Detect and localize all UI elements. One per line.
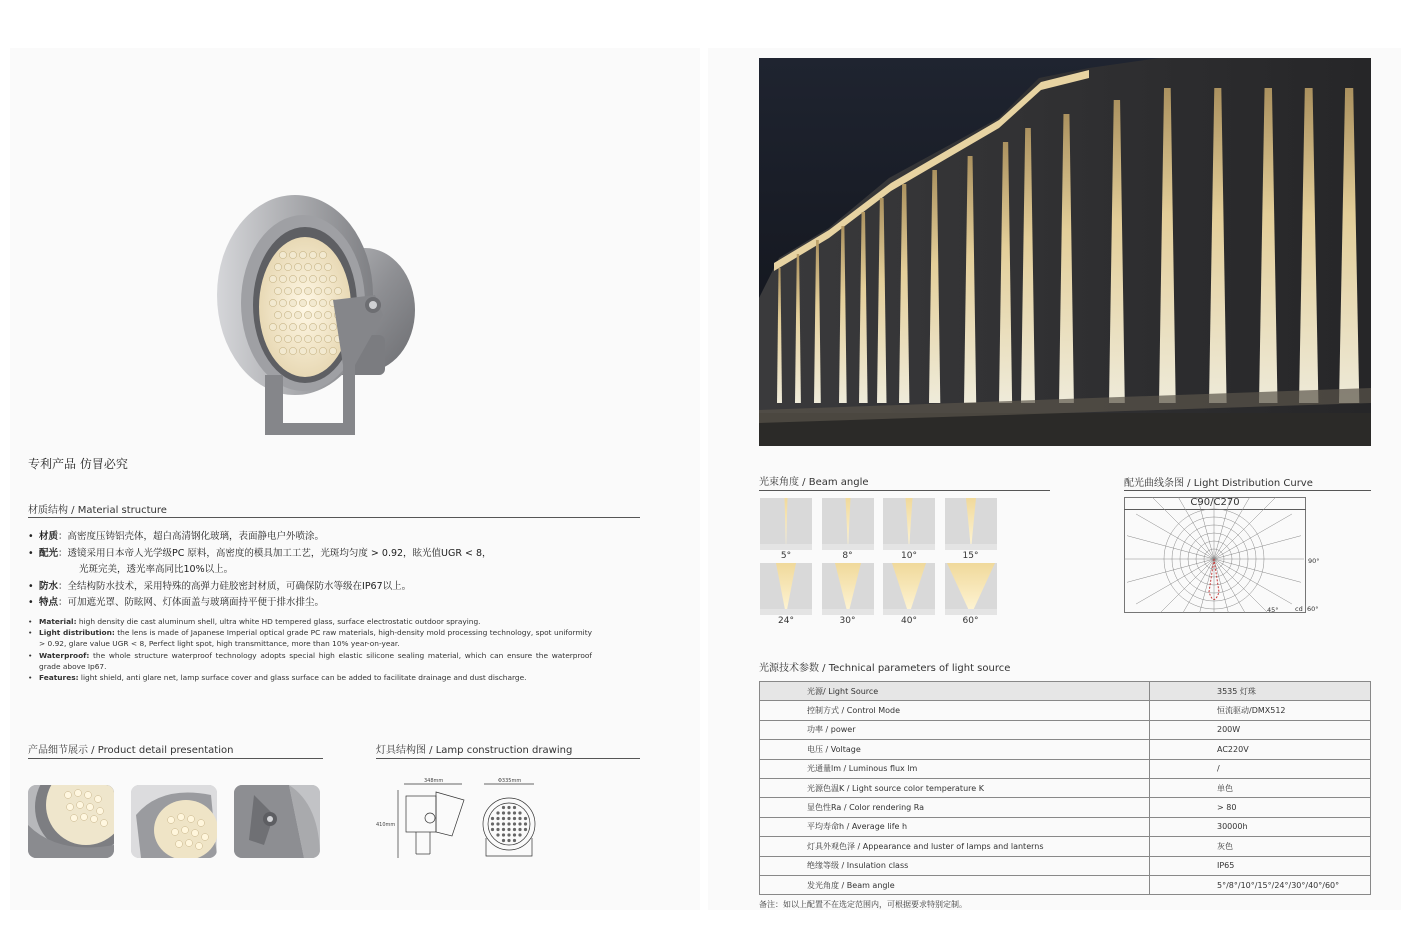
spec-param: 控制方式 / Control Mode xyxy=(760,701,1150,720)
spec-value: 200W xyxy=(1150,720,1371,739)
spec-row xyxy=(760,701,1371,720)
beam-swatch xyxy=(760,498,812,550)
cn-item: • 防水：全结构防水技术，采用特殊的高弹力硅胶密封材质，可确保防水等级在IP67以上。 xyxy=(28,579,628,596)
curve-rule xyxy=(1124,490,1371,491)
spec-table xyxy=(759,681,1371,895)
spec-value: 单色 xyxy=(1150,778,1371,797)
spec-value: > 80 xyxy=(1150,798,1371,817)
spec-value: 恒流驱动/DMX512 xyxy=(1150,701,1371,720)
drawing-height-label: 410mm xyxy=(376,822,396,828)
detail-thumbnail-hood xyxy=(131,785,217,858)
light-distribution-curve xyxy=(1124,497,1320,614)
beam-rule xyxy=(759,490,1050,491)
table-title: 光源技术参数 / Technical parameters of light source xyxy=(759,663,1011,674)
cn-item: • 配光：透镜采用日本帝人光学级PC 原料，高密度的模具加工工艺，光斑均匀度 > 0.92，眩光值UGR < 8， xyxy=(28,546,628,563)
spec-param: 功率 / power xyxy=(760,720,1150,739)
curve-mark-45: 45° xyxy=(1267,606,1279,614)
beam-angle-label: 8° xyxy=(842,551,853,561)
beam-swatch xyxy=(822,498,874,550)
beam-title: 光束角度 / Beam angle xyxy=(759,477,869,488)
en-item: • Features: light shield, anti glare net, lamp surface cover and glass surface can be added to facilitate drainage and dust discharge. xyxy=(28,672,592,683)
cn-item: • 特点：可加遮光罩、防眩网、灯体面盖与玻璃面持平便于排水排尘。 xyxy=(28,595,628,612)
beam-angle-label: 5° xyxy=(780,551,792,561)
beam-angle-label: 60° xyxy=(962,616,979,626)
detail-thumbnail-led-face xyxy=(28,785,114,858)
drawing-diameter-label: Φ335mm xyxy=(498,778,522,784)
curve-mark-cd: cd xyxy=(1295,605,1303,613)
beam-swatch xyxy=(883,498,935,550)
left-page xyxy=(10,48,700,910)
spec-param: 光源/ Light Source xyxy=(760,682,1150,701)
floodlight-product-image xyxy=(205,185,425,450)
beam-angle-label: 24° xyxy=(778,616,794,626)
curve-mark-90: 90° xyxy=(1308,557,1320,565)
en-item: • Waterproof: the whole structure waterproof technology adopts special high elastic silicone sealing material, which can ensure the waterproof grade above Ip67. xyxy=(28,650,592,672)
material-title: 材质结构 / Material structure xyxy=(28,505,167,516)
spec-row xyxy=(760,817,1371,836)
spec-param: 绝缘等级 / Insulation class xyxy=(760,856,1150,875)
spec-row xyxy=(760,759,1371,778)
spec-value: 灰色 xyxy=(1150,837,1371,856)
beam-swatch xyxy=(760,563,812,615)
spec-row xyxy=(760,720,1371,739)
drawing-width-label: 348mm xyxy=(424,778,444,784)
spec-value: AC220V xyxy=(1150,740,1371,759)
beam-swatch xyxy=(883,563,935,615)
spec-row xyxy=(760,740,1371,759)
beam-angle-label: 10° xyxy=(901,551,917,561)
spec-value: 3535 灯珠 xyxy=(1150,682,1371,701)
spec-param: 光通量lm / Luminous flux lm xyxy=(760,759,1150,778)
spec-value: 5°/8°/10°/15°/24°/30°/40°/60° xyxy=(1150,875,1371,894)
spec-param: 灯具外观色泽 / Appearance and luster of lamps and lanterns xyxy=(760,837,1150,856)
building-night-photo xyxy=(759,58,1371,446)
spec-value: / xyxy=(1150,759,1371,778)
spec-value: IP65 xyxy=(1150,856,1371,875)
beam-swatch xyxy=(945,563,997,615)
curve-title: 配光曲线条图 / Light Distribution Curve xyxy=(1124,478,1313,489)
material-rule xyxy=(28,517,640,518)
drawing-rule xyxy=(376,758,640,759)
spec-row xyxy=(760,778,1371,797)
spec-row xyxy=(760,856,1371,875)
spec-param: 光源色温K / Light source color temperature K xyxy=(760,778,1150,797)
spec-value: 30000h xyxy=(1150,817,1371,836)
construction-drawing xyxy=(376,778,556,860)
spec-param: 发光角度 / Beam angle xyxy=(760,875,1150,894)
drawing-title: 灯具结构图 / Lamp construction drawing xyxy=(376,745,573,756)
en-item: • Material: high density die cast aluminum shell, ultra white HD tempered glass, surface electrostatic outdoor spraying. xyxy=(28,616,592,627)
spec-param: 显色性Ra / Color rendering Ra xyxy=(760,798,1150,817)
tagline: 专利产品 仿冒必究 xyxy=(28,457,128,471)
beam-angle-label: 15° xyxy=(962,551,979,561)
detail-title: 产品细节展示 / Product detail presentation xyxy=(28,745,234,756)
material-en-list xyxy=(28,616,592,683)
beam-swatch xyxy=(822,563,874,615)
spec-param: 电压 / Voltage xyxy=(760,740,1150,759)
detail-thumbnail-bracket xyxy=(234,785,320,858)
beam-swatch xyxy=(945,498,997,550)
cn-item-continuation: 光斑完美，透光率高同比10%以上。 xyxy=(79,564,234,575)
beam-angle-label: 30° xyxy=(839,616,856,626)
spec-row xyxy=(760,875,1371,894)
spec-param: 平均寿命h / Average life h xyxy=(760,817,1150,836)
spec-row xyxy=(760,837,1371,856)
spec-row xyxy=(760,682,1371,701)
cn-item: • 材质：高密度压铸铝壳体，超白高清钢化玻璃，表面静电户外喷涂。 xyxy=(28,529,628,546)
material-cn-list xyxy=(28,529,628,612)
detail-rule xyxy=(28,758,323,759)
spec-row xyxy=(760,798,1371,817)
en-item: • Light distribution: the lens is made of Japanese Imperial optical grade PC raw materials, high-density mold processing technology, spot uniformity > 0.92, glare value UGR < 8, Perfect light spot, high transmittance, more than 10% year-on-year. xyxy=(28,627,592,649)
curve-header-label: C90/C270 xyxy=(1190,497,1240,508)
curve-mark-60: 60° xyxy=(1307,605,1319,613)
beam-angle-label: 40° xyxy=(901,616,917,626)
footnote: 备注：如以上配置不在选定范围内，可根据要求特别定制。 xyxy=(759,900,967,909)
